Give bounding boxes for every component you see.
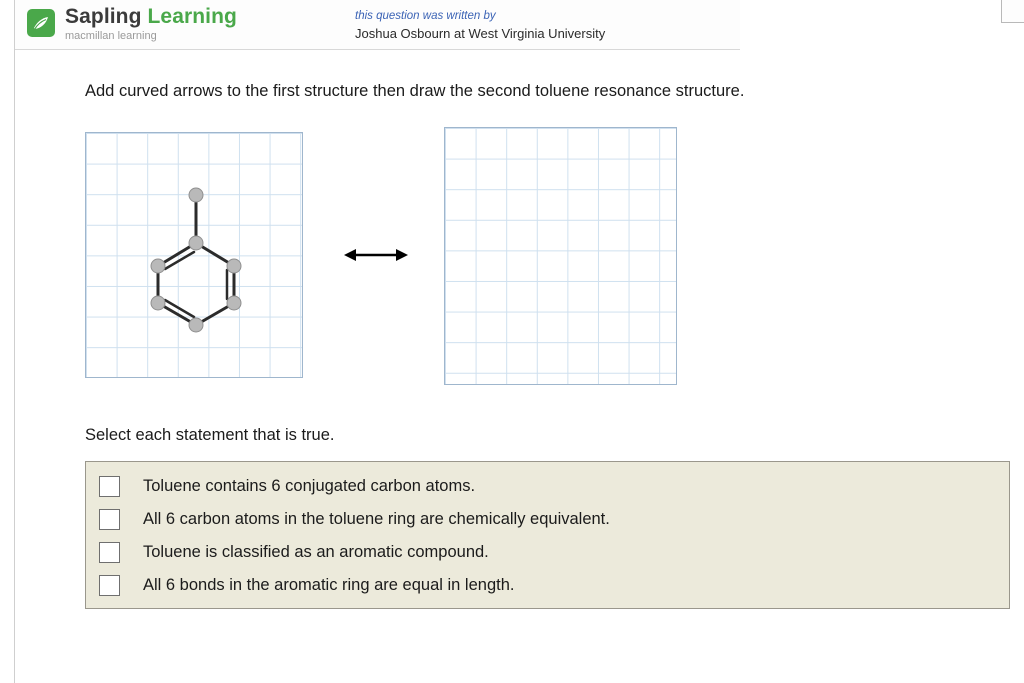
option-label-2: All 6 carbon atoms in the toluene ring are chemically equivalent. bbox=[143, 509, 610, 528]
brand-wordmark bbox=[65, 5, 237, 43]
brand-subtitle: macmillan learning bbox=[65, 30, 157, 42]
list-item[interactable] bbox=[99, 539, 489, 565]
list-item[interactable] bbox=[99, 506, 610, 532]
attribution-lead: this question was written by bbox=[355, 10, 496, 22]
toluene-molecule-drawing bbox=[86, 133, 304, 379]
brand-secondary-text: Learning bbox=[147, 5, 237, 28]
sapling-leaf-icon bbox=[27, 9, 55, 37]
option-label-3: Toluene is classified as an aromatic compound. bbox=[143, 542, 489, 561]
top-right-panel-stub bbox=[1001, 0, 1024, 23]
option-label-4: All 6 bonds in the aromatic ring are equal in length. bbox=[143, 575, 515, 594]
list-item[interactable] bbox=[99, 473, 475, 499]
resonance-structure-canvas[interactable] bbox=[444, 127, 677, 385]
canvas-grid-lines bbox=[445, 128, 676, 384]
checkbox-option-3[interactable] bbox=[99, 542, 120, 563]
answers-instruction: Select each statement that is true. bbox=[85, 426, 335, 444]
app-header bbox=[15, 0, 740, 50]
question-prompt: Add curved arrows to the first structure then draw the second toluene resonance structure. bbox=[85, 82, 745, 100]
double-headed-resonance-arrow bbox=[340, 243, 412, 267]
question-attribution bbox=[355, 9, 715, 42]
left-page-rail bbox=[0, 0, 15, 683]
answer-options-panel bbox=[85, 461, 1010, 609]
option-label-1: Toluene contains 6 conjugated carbon atoms. bbox=[143, 476, 476, 495]
checkbox-option-4[interactable] bbox=[99, 575, 120, 596]
checkbox-option-1[interactable] bbox=[99, 476, 120, 497]
brand-primary-text: Sapling bbox=[65, 5, 142, 28]
toluene-structure-canvas[interactable] bbox=[85, 132, 303, 378]
checkbox-option-2[interactable] bbox=[99, 509, 120, 530]
list-item[interactable] bbox=[99, 572, 514, 598]
attribution-author: Joshua Osbourn at West Virginia University bbox=[355, 26, 606, 41]
